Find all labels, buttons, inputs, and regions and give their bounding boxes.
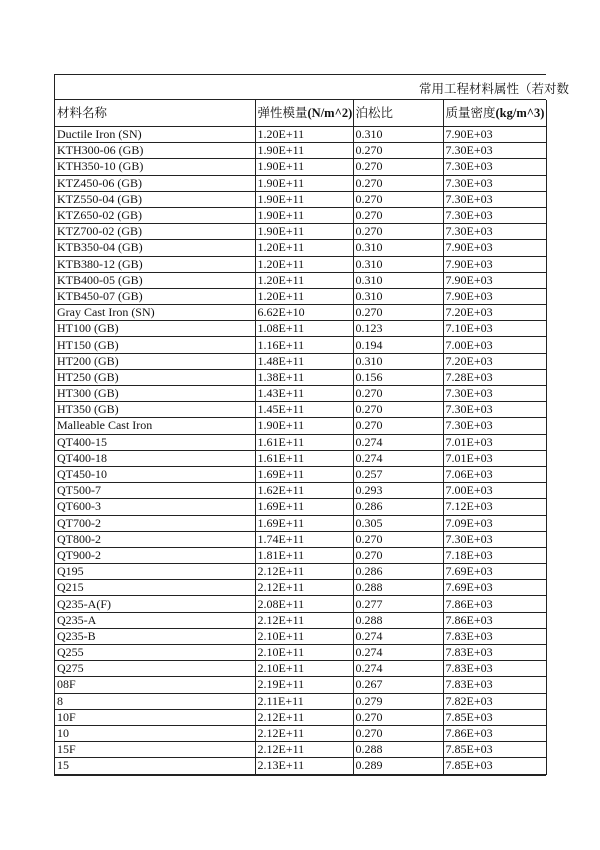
- cell-elastic-modulus: 1.20E+11: [255, 240, 353, 256]
- cell-elastic-modulus: 2.10E+11: [255, 628, 353, 644]
- material-table: [55, 100, 547, 775]
- cell-density: 7.30E+03: [443, 207, 546, 223]
- cell-density: 7.30E+03: [443, 175, 546, 191]
- cell-material-name: 15: [55, 758, 255, 774]
- table-row: [55, 272, 546, 288]
- cell-elastic-modulus: 1.90E+11: [255, 191, 353, 207]
- table-row: [55, 483, 546, 499]
- cell-poisson-ratio: 0.274: [353, 434, 443, 450]
- cell-material-name: Q215: [55, 580, 255, 596]
- table-row: [55, 466, 546, 482]
- cell-poisson-ratio: 0.277: [353, 596, 443, 612]
- cell-poisson-ratio: 0.270: [353, 725, 443, 741]
- cell-material-name: HT300 (GB): [55, 386, 255, 402]
- cell-density: 7.30E+03: [443, 143, 546, 159]
- cell-poisson-ratio: 0.270: [353, 305, 443, 321]
- cell-poisson-ratio: 0.270: [353, 418, 443, 434]
- cell-material-name: KTB450-07 (GB): [55, 288, 255, 304]
- table-row: [55, 580, 546, 596]
- cell-elastic-modulus: 2.12E+11: [255, 742, 353, 758]
- table-row: [55, 450, 546, 466]
- cell-density: 7.69E+03: [443, 564, 546, 580]
- cell-elastic-modulus: 1.20E+11: [255, 288, 353, 304]
- cell-material-name: 08F: [55, 677, 255, 693]
- cell-poisson-ratio: 0.289: [353, 758, 443, 774]
- cell-elastic-modulus: 2.11E+11: [255, 693, 353, 709]
- table-row: [55, 515, 546, 531]
- cell-material-name: KTZ700-02 (GB): [55, 224, 255, 240]
- table-row: [55, 564, 546, 580]
- table-row: [55, 418, 546, 434]
- table-row: [55, 240, 546, 256]
- cell-density: 7.30E+03: [443, 191, 546, 207]
- cell-density: 7.90E+03: [443, 272, 546, 288]
- cell-density: 7.30E+03: [443, 386, 546, 402]
- table-row: [55, 207, 546, 223]
- cell-elastic-modulus: 1.61E+11: [255, 434, 353, 450]
- cell-elastic-modulus: 2.19E+11: [255, 677, 353, 693]
- cell-density: 7.30E+03: [443, 418, 546, 434]
- cell-poisson-ratio: 0.310: [353, 288, 443, 304]
- cell-elastic-modulus: 1.69E+11: [255, 499, 353, 515]
- cell-elastic-modulus: 1.38E+11: [255, 369, 353, 385]
- cell-poisson-ratio: 0.305: [353, 515, 443, 531]
- table-row: [55, 612, 546, 628]
- cell-poisson-ratio: 0.270: [353, 402, 443, 418]
- cell-elastic-modulus: 1.08E+11: [255, 321, 353, 337]
- cell-material-name: QT800-2: [55, 531, 255, 547]
- table-row: [55, 386, 546, 402]
- cell-density: 7.85E+03: [443, 758, 546, 774]
- cell-poisson-ratio: 0.274: [353, 450, 443, 466]
- cell-density: 7.83E+03: [443, 645, 546, 661]
- cell-poisson-ratio: 0.156: [353, 369, 443, 385]
- cell-material-name: QT900-2: [55, 547, 255, 563]
- cell-poisson-ratio: 0.274: [353, 628, 443, 644]
- cell-poisson-ratio: 0.270: [353, 224, 443, 240]
- table-row: [55, 742, 546, 758]
- table-row: [55, 434, 546, 450]
- cell-density: 7.06E+03: [443, 466, 546, 482]
- cell-elastic-modulus: 1.90E+11: [255, 143, 353, 159]
- cell-density: 7.86E+03: [443, 725, 546, 741]
- table-row: [55, 353, 546, 369]
- cell-material-name: 10: [55, 725, 255, 741]
- cell-elastic-modulus: 2.12E+11: [255, 564, 353, 580]
- cell-material-name: QT700-2: [55, 515, 255, 531]
- header-poisson-ratio: 泊松比: [353, 100, 443, 127]
- table-row: [55, 758, 546, 774]
- cell-material-name: KTH350-10 (GB): [55, 159, 255, 175]
- cell-material-name: 10F: [55, 709, 255, 725]
- cell-density: 7.82E+03: [443, 693, 546, 709]
- cell-material-name: KTZ650-02 (GB): [55, 207, 255, 223]
- cell-density: 7.83E+03: [443, 661, 546, 677]
- cell-poisson-ratio: 0.310: [353, 256, 443, 272]
- cell-elastic-modulus: 1.45E+11: [255, 402, 353, 418]
- table-row: [55, 191, 546, 207]
- cell-poisson-ratio: 0.274: [353, 661, 443, 677]
- cell-elastic-modulus: 6.62E+10: [255, 305, 353, 321]
- table-row: [55, 143, 546, 159]
- cell-density: 7.30E+03: [443, 402, 546, 418]
- cell-poisson-ratio: 0.286: [353, 564, 443, 580]
- title-row: [55, 75, 570, 100]
- cell-elastic-modulus: 1.61E+11: [255, 450, 353, 466]
- cell-material-name: Q235-A: [55, 612, 255, 628]
- cell-poisson-ratio: 0.270: [353, 386, 443, 402]
- cell-density: 7.85E+03: [443, 742, 546, 758]
- cell-poisson-ratio: 0.270: [353, 191, 443, 207]
- cell-elastic-modulus: 1.20E+11: [255, 127, 353, 143]
- cell-material-name: Q195: [55, 564, 255, 580]
- cell-poisson-ratio: 0.279: [353, 693, 443, 709]
- cell-material-name: 8: [55, 693, 255, 709]
- cell-material-name: QT450-10: [55, 466, 255, 482]
- table-row: [55, 661, 546, 677]
- cell-density: 7.28E+03: [443, 369, 546, 385]
- table-body: [55, 127, 546, 775]
- cell-elastic-modulus: 1.90E+11: [255, 207, 353, 223]
- header-row: [55, 100, 546, 127]
- table-row: [55, 256, 546, 272]
- table-row: [55, 175, 546, 191]
- table-row: [55, 321, 546, 337]
- cell-density: 7.90E+03: [443, 256, 546, 272]
- cell-poisson-ratio: 0.270: [353, 531, 443, 547]
- cell-elastic-modulus: 2.10E+11: [255, 645, 353, 661]
- header-density: [443, 100, 546, 127]
- table-row: [55, 402, 546, 418]
- cell-material-name: QT600-3: [55, 499, 255, 515]
- cell-density: 7.01E+03: [443, 450, 546, 466]
- table-row: [55, 693, 546, 709]
- table-row: [55, 127, 546, 143]
- cell-material-name: KTB400-05 (GB): [55, 272, 255, 288]
- cell-density: 7.18E+03: [443, 547, 546, 563]
- cell-elastic-modulus: 1.20E+11: [255, 272, 353, 288]
- cell-material-name: HT250 (GB): [55, 369, 255, 385]
- table-row: [55, 531, 546, 547]
- cell-elastic-modulus: 1.90E+11: [255, 159, 353, 175]
- cell-density: 7.90E+03: [443, 127, 546, 143]
- cell-poisson-ratio: 0.288: [353, 612, 443, 628]
- cell-poisson-ratio: 0.286: [353, 499, 443, 515]
- cell-density: 7.30E+03: [443, 531, 546, 547]
- cell-material-name: HT350 (GB): [55, 402, 255, 418]
- cell-elastic-modulus: 1.62E+11: [255, 483, 353, 499]
- cell-density: 7.30E+03: [443, 159, 546, 175]
- cell-density: 7.85E+03: [443, 709, 546, 725]
- cell-elastic-modulus: 2.08E+11: [255, 596, 353, 612]
- cell-material-name: Malleable Cast Iron: [55, 418, 255, 434]
- cell-elastic-modulus: 1.74E+11: [255, 531, 353, 547]
- cell-elastic-modulus: 1.81E+11: [255, 547, 353, 563]
- cell-density: 7.86E+03: [443, 596, 546, 612]
- cell-density: 7.01E+03: [443, 434, 546, 450]
- cell-elastic-modulus: 2.12E+11: [255, 612, 353, 628]
- table-row: [55, 709, 546, 725]
- cell-poisson-ratio: 0.270: [353, 175, 443, 191]
- cell-density: 7.00E+03: [443, 337, 546, 353]
- cell-material-name: KTB380-12 (GB): [55, 256, 255, 272]
- cell-material-name: QT400-18: [55, 450, 255, 466]
- cell-material-name: QT400-15: [55, 434, 255, 450]
- header-elastic-modulus: [255, 100, 353, 127]
- cell-density: 7.00E+03: [443, 483, 546, 499]
- table-row: [55, 547, 546, 563]
- cell-material-name: Q275: [55, 661, 255, 677]
- cell-poisson-ratio: 0.310: [353, 272, 443, 288]
- cell-material-name: Gray Cast Iron (SN): [55, 305, 255, 321]
- cell-density: 7.12E+03: [443, 499, 546, 515]
- cell-poisson-ratio: 0.270: [353, 207, 443, 223]
- cell-density: 7.83E+03: [443, 628, 546, 644]
- cell-density: 7.90E+03: [443, 288, 546, 304]
- cell-elastic-modulus: 1.90E+11: [255, 224, 353, 240]
- table-row: [55, 159, 546, 175]
- header-density-unit: (kg/m^3): [495, 105, 545, 120]
- cell-poisson-ratio: 0.310: [353, 240, 443, 256]
- cell-elastic-modulus: 2.10E+11: [255, 661, 353, 677]
- table-row: [55, 288, 546, 304]
- cell-material-name: HT150 (GB): [55, 337, 255, 353]
- table-row: [55, 224, 546, 240]
- cell-density: 7.20E+03: [443, 305, 546, 321]
- cell-density: 7.10E+03: [443, 321, 546, 337]
- table-row: [55, 369, 546, 385]
- cell-material-name: KTB350-04 (GB): [55, 240, 255, 256]
- header-elastic-modulus-label: 弹性模量: [257, 105, 308, 120]
- cell-density: 7.86E+03: [443, 612, 546, 628]
- cell-poisson-ratio: 0.194: [353, 337, 443, 353]
- cell-elastic-modulus: 1.69E+11: [255, 466, 353, 482]
- table-row: [55, 725, 546, 741]
- cell-density: 7.83E+03: [443, 677, 546, 693]
- cell-elastic-modulus: 1.90E+11: [255, 418, 353, 434]
- cell-density: 7.69E+03: [443, 580, 546, 596]
- cell-poisson-ratio: 0.274: [353, 645, 443, 661]
- cell-material-name: KTZ450-06 (GB): [55, 175, 255, 191]
- cell-density: 7.90E+03: [443, 240, 546, 256]
- cell-density: 7.09E+03: [443, 515, 546, 531]
- cell-elastic-modulus: 2.12E+11: [255, 709, 353, 725]
- sheet-title: 常用工程材料属性（若对数: [419, 82, 570, 96]
- cell-poisson-ratio: 0.270: [353, 159, 443, 175]
- header-density-label: 质量密度: [445, 105, 496, 120]
- table-row: [55, 677, 546, 693]
- table-row: [55, 628, 546, 644]
- cell-poisson-ratio: 0.293: [353, 483, 443, 499]
- cell-material-name: KTH300-06 (GB): [55, 143, 255, 159]
- cell-elastic-modulus: 1.43E+11: [255, 386, 353, 402]
- cell-material-name: 15F: [55, 742, 255, 758]
- table-row: [55, 499, 546, 515]
- cell-material-name: HT100 (GB): [55, 321, 255, 337]
- cell-density: 7.30E+03: [443, 224, 546, 240]
- cell-material-name: Q235-A(F): [55, 596, 255, 612]
- cell-poisson-ratio: 0.270: [353, 547, 443, 563]
- cell-poisson-ratio: 0.257: [353, 466, 443, 482]
- cell-poisson-ratio: 0.288: [353, 580, 443, 596]
- cell-elastic-modulus: 2.12E+11: [255, 725, 353, 741]
- cell-poisson-ratio: 0.310: [353, 353, 443, 369]
- material-properties-sheet: [54, 74, 570, 776]
- cell-elastic-modulus: 1.69E+11: [255, 515, 353, 531]
- cell-poisson-ratio: 0.270: [353, 143, 443, 159]
- cell-density: 7.20E+03: [443, 353, 546, 369]
- table-row: [55, 645, 546, 661]
- cell-elastic-modulus: 2.12E+11: [255, 580, 353, 596]
- cell-material-name: Q255: [55, 645, 255, 661]
- cell-elastic-modulus: 1.20E+11: [255, 256, 353, 272]
- cell-elastic-modulus: 1.16E+11: [255, 337, 353, 353]
- header-elastic-modulus-unit: (N/m^2): [307, 105, 353, 120]
- cell-poisson-ratio: 0.267: [353, 677, 443, 693]
- cell-material-name: Ductile Iron (SN): [55, 127, 255, 143]
- cell-material-name: QT500-7: [55, 483, 255, 499]
- cell-material-name: Q235-B: [55, 628, 255, 644]
- cell-elastic-modulus: 2.13E+11: [255, 758, 353, 774]
- cell-poisson-ratio: 0.270: [353, 709, 443, 725]
- table-row: [55, 596, 546, 612]
- cell-elastic-modulus: 1.90E+11: [255, 175, 353, 191]
- cell-poisson-ratio: 0.123: [353, 321, 443, 337]
- cell-material-name: KTZ550-04 (GB): [55, 191, 255, 207]
- cell-elastic-modulus: 1.48E+11: [255, 353, 353, 369]
- table-row: [55, 305, 546, 321]
- cell-poisson-ratio: 0.310: [353, 127, 443, 143]
- cell-material-name: HT200 (GB): [55, 353, 255, 369]
- header-material-name: 材料名称: [55, 100, 255, 127]
- table-row: [55, 337, 546, 353]
- cell-poisson-ratio: 0.288: [353, 742, 443, 758]
